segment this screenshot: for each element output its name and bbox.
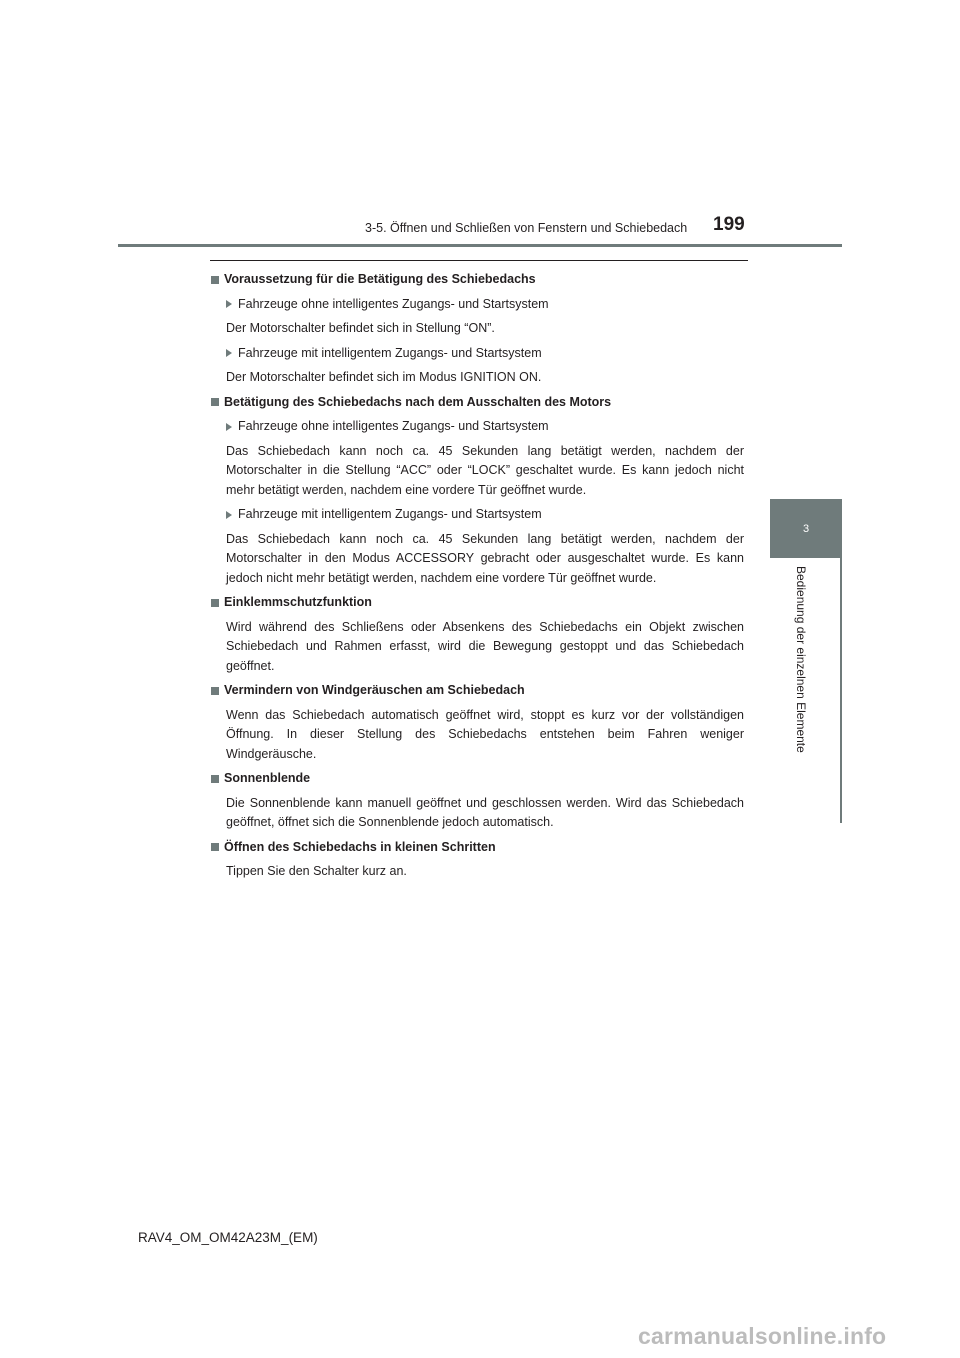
content-divider: [210, 260, 748, 261]
section-heading: [210, 393, 744, 413]
body-paragraph: [226, 442, 744, 501]
block-text: Voraussetzung für die Betätigung des Schiebedachs: [224, 272, 536, 286]
section-heading: [210, 769, 744, 789]
block-text: Fahrzeuge ohne intelligentes Zugangs- und Startsystem: [238, 419, 549, 433]
vehicle-variant-label: [226, 344, 744, 364]
square-bullet-icon: [211, 843, 219, 851]
chapter-tab-line: [840, 558, 842, 823]
section-heading: [210, 593, 744, 613]
block-text: Betätigung des Schiebedachs nach dem Ausschalten des Motors: [224, 394, 612, 409]
section-title: 3-5. Öffnen und Schließen von Fenstern und Schiebedach: [365, 221, 688, 235]
block-text: Öffnen des Schiebedachs in kleinen Schritten: [224, 839, 496, 854]
triangle-bullet-icon: [226, 349, 232, 357]
square-bullet-icon: [211, 398, 219, 406]
chapter-label: Bedienung der einzelnen Elemente: [794, 566, 808, 753]
square-bullet-icon: [211, 687, 219, 695]
section-heading: [210, 681, 744, 701]
body-paragraph: [226, 618, 744, 677]
square-bullet-icon: [211, 276, 219, 284]
body-paragraph: [226, 706, 744, 765]
block-text: Einklemmschutzfunktion: [224, 595, 372, 609]
block-text: Tippen Sie den Schalter kurz an.: [226, 864, 407, 878]
square-bullet-icon: [211, 599, 219, 607]
body-paragraph: [226, 794, 744, 833]
vehicle-variant-label: [226, 505, 744, 525]
triangle-bullet-icon: [226, 423, 232, 431]
section-heading: [210, 838, 744, 858]
vehicle-variant-label: [226, 417, 744, 437]
block-text: Die Sonnenblende kann manuell geöffnet und geschlossen werden. Wird das Schiebedach geöffnet, öffnet sich die Sonnenblende jedoch automatisch.: [226, 795, 744, 829]
document-code: RAV4_OM_OM42A23M_(EM): [138, 1230, 318, 1245]
section-heading: [210, 270, 744, 290]
block-text: Fahrzeuge ohne intelligentes Zugangs- und Startsystem: [238, 296, 549, 311]
chapter-number: 3: [802, 522, 810, 535]
block-text: Vermindern von Windgeräuschen am Schiebedach: [224, 683, 525, 697]
vehicle-variant-label: [226, 295, 744, 315]
body-paragraph: [226, 530, 744, 589]
content-body: [210, 270, 744, 887]
block-text: Sonnenblende: [224, 771, 311, 785]
body-paragraph: [226, 862, 744, 882]
body-paragraph: [226, 319, 744, 339]
block-text: Der Motorschalter befindet sich im Modus IGNITION ON.: [226, 370, 542, 384]
triangle-bullet-icon: [226, 511, 232, 519]
block-text: Das Schiebedach kann noch ca. 45 Sekunden lang betätigt werden, nachdem der Motorschalter in den Modus ACCESSORY gebracht oder ausgeschaltet wurde. Es kann jedoch nicht mehr betätigt werden, nachdem eine vordere Tür geöffnet wurde.: [226, 531, 744, 585]
page-number: 199: [713, 214, 745, 235]
watermark: carmanualsonline.info: [638, 1323, 887, 1349]
body-paragraph: [226, 368, 744, 388]
block-text: Wird während des Schließens oder Absenkens des Schiebedachs ein Objekt zwischen Schiebedach und Rahmen erfasst, wird die Bewegung gestoppt und das Schiebedach geöffnet.: [226, 619, 744, 673]
block-text: Der Motorschalter befindet sich in Stellung “ON”.: [226, 321, 495, 335]
square-bullet-icon: [211, 775, 219, 783]
block-text: Fahrzeuge mit intelligentem Zugangs- und Startsystem: [238, 345, 542, 360]
chapter-tab[interactable]: [770, 499, 842, 558]
triangle-bullet-icon: [226, 300, 232, 308]
block-text: Wenn das Schiebedach automatisch geöffnet wird, stoppt es kurz vor der vollständigen Öffnung. In dieser Stellung des Schiebedachs entstehen beim Fahren weniger Windgeräusche.: [226, 707, 744, 761]
block-text: Das Schiebedach kann noch ca. 45 Sekunden lang betätigt werden, nachdem der Motorschalter in die Stellung “ACC” oder “LOCK” geschaltet wurde. Es kann jedoch nicht mehr betätigt werden, nachdem eine vordere Tür geöffnet wurde.: [226, 443, 744, 497]
block-text: Fahrzeuge mit intelligentem Zugangs- und Startsystem: [238, 507, 542, 521]
header-divider: [118, 244, 842, 247]
